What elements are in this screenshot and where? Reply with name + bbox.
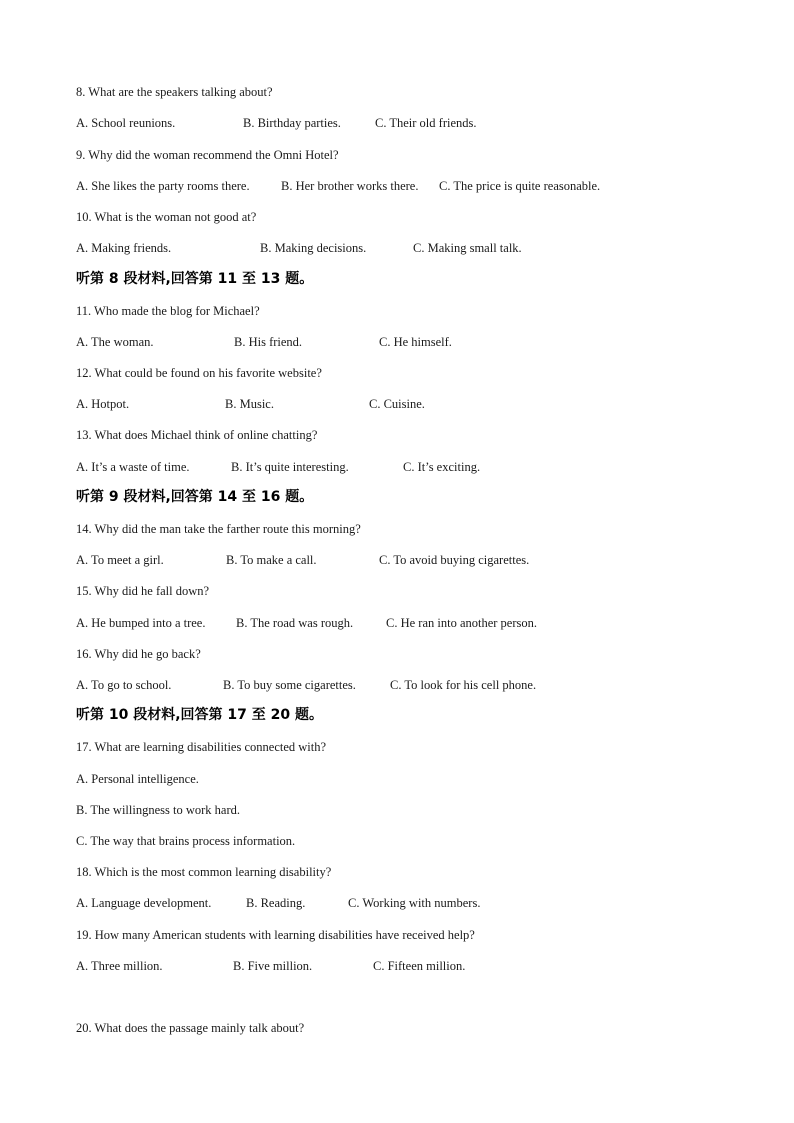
option-15b: B. The road was rough. <box>236 616 354 630</box>
option-12c: C. Cuisine. <box>369 397 425 411</box>
question-16: 16. Why did he go back? <box>76 647 201 661</box>
option-8c: C. Their old friends. <box>375 116 477 130</box>
option-18c: C. Working with numbers. <box>348 896 481 910</box>
options-12 <box>76 396 716 412</box>
options-19 <box>76 958 716 974</box>
options-11 <box>76 334 716 350</box>
option-10c: C. Making small talk. <box>413 241 522 255</box>
options-10 <box>76 240 716 256</box>
question-8: 8. What are the speakers talking about? <box>76 85 273 99</box>
question-18: 18. Which is the most common learning disability? <box>76 865 332 879</box>
option-13b: B. It’s quite interesting. <box>231 460 349 474</box>
option-11b: B. His friend. <box>234 335 303 349</box>
option-19c: C. Fifteen million. <box>373 959 466 973</box>
option-13c: C. It’s exciting. <box>403 460 481 474</box>
section-heading-9: 听第 9 段材料,回答第 14 至 16 题。 <box>76 489 314 505</box>
option-14c: C. To avoid buying cigarettes. <box>379 553 530 567</box>
question-13: 13. What does Michael think of online chatting? <box>76 428 318 442</box>
question-20: 20. What does the passage mainly talk about? <box>76 1021 305 1035</box>
question-11: 11. Who made the blog for Michael? <box>76 304 260 318</box>
options-15 <box>76 615 716 631</box>
option-8b: B. Birthday parties. <box>243 116 341 130</box>
option-16b: B. To buy some cigarettes. <box>223 678 356 692</box>
option-18b: B. Reading. <box>246 896 306 910</box>
options-8 <box>76 115 716 131</box>
option-10b: B. Making decisions. <box>260 241 367 255</box>
question-15: 15. Why did he fall down? <box>76 584 210 598</box>
section-heading-8: 听第 8 段材料,回答第 11 至 13 题。 <box>76 271 314 287</box>
options-18 <box>76 895 716 911</box>
option-19b: B. Five million. <box>233 959 313 973</box>
option-9b: B. Her brother works there. <box>281 179 419 193</box>
option-12b: B. Music. <box>225 397 274 411</box>
options-14 <box>76 552 716 568</box>
question-10: 10. What is the woman not good at? <box>76 210 257 224</box>
question-19: 19. How many American students with learning disabilities have received help? <box>76 928 475 942</box>
option-16c: C. To look for his cell phone. <box>390 678 537 692</box>
question-12: 12. What could be found on his favorite website? <box>76 366 322 380</box>
option-12a: A. Hotpot. <box>76 397 130 411</box>
option-16a: A. To go to school. <box>76 678 172 692</box>
option-11a: A. The woman. <box>76 335 154 349</box>
section-heading-10: 听第 10 段材料,回答第 17 至 20 题。 <box>76 707 324 723</box>
option-13a: A. It’s a waste of time. <box>76 460 190 474</box>
options-13 <box>76 459 716 475</box>
option-14b: B. To make a call. <box>226 553 317 567</box>
option-19a: A. Three million. <box>76 959 163 973</box>
option-17c: C. The way that brains process information. <box>76 834 296 848</box>
option-14a: A. To meet a girl. <box>76 553 164 567</box>
question-14: 14. Why did the man take the farther route this morning? <box>76 522 361 536</box>
option-18a: A. Language development. <box>76 896 212 910</box>
option-11c: C. He himself. <box>379 335 452 349</box>
options-16 <box>76 677 716 693</box>
option-8a: A. School reunions. <box>76 116 176 130</box>
option-17b: B. The willingness to work hard. <box>76 803 240 817</box>
option-15c: C. He ran into another person. <box>386 616 538 630</box>
option-10a: A. Making friends. <box>76 241 172 255</box>
question-17: 17. What are learning disabilities connected with? <box>76 740 327 754</box>
option-15a: A. He bumped into a tree. <box>76 616 206 630</box>
option-9a: A. She likes the party rooms there. <box>76 179 250 193</box>
options-9 <box>76 178 716 194</box>
option-17a: A. Personal intelligence. <box>76 772 199 786</box>
question-9: 9. Why did the woman recommend the Omni Hotel? <box>76 148 339 162</box>
option-9c: C. The price is quite reasonable. <box>439 179 601 193</box>
